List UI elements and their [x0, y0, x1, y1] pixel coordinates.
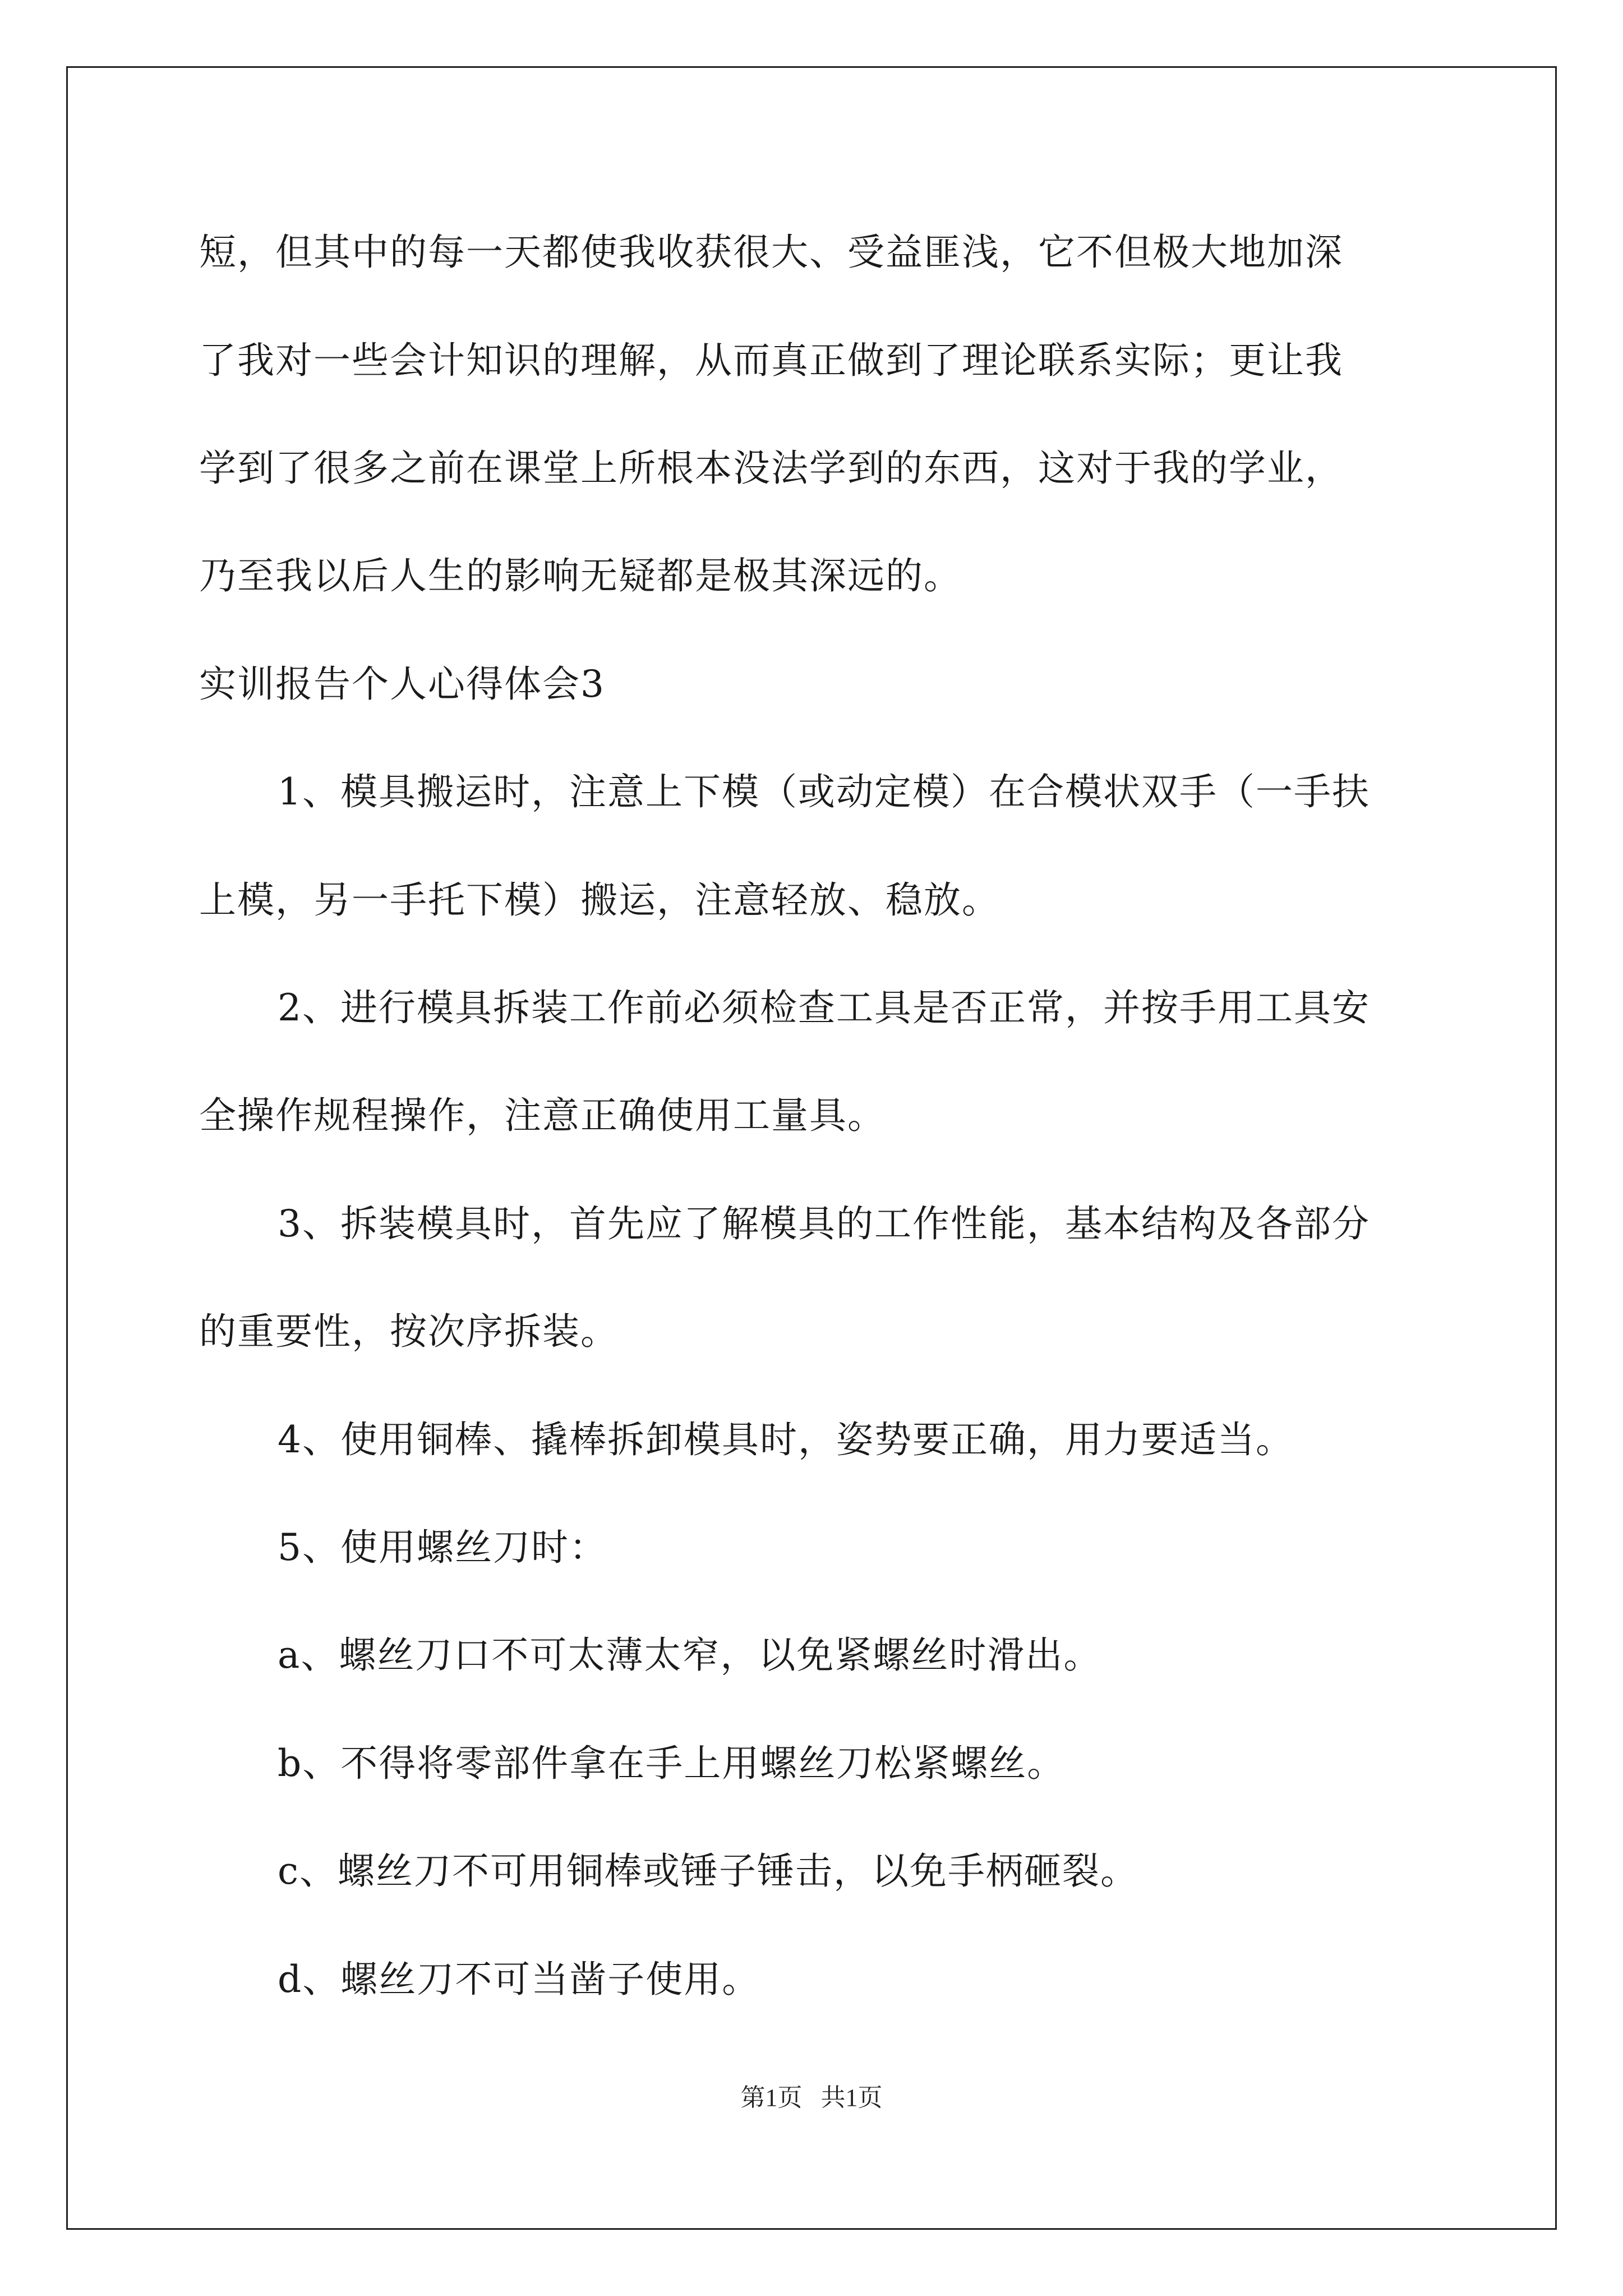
- list-item-line: 全操作规程操作，注意正确使用工量具。: [199, 1094, 886, 1137]
- list-item-line: 5、使用螺丝刀时：: [278, 1526, 607, 1569]
- section-heading: 实训报告个人心得体会3: [199, 662, 605, 706]
- paragraph-line: 了我对一些会计知识的理解，从而真正做到了理论联系实际；更让我: [199, 339, 1343, 382]
- list-item-line: 1、模具搬运时，注意上下模（或动定模）在合模状双手（一手扶: [278, 770, 1370, 813]
- list-item-line: 上模，另一手托下模）搬运，注意轻放、稳放。: [199, 878, 1000, 922]
- paragraph-line: 乃至我以后人生的影响无疑都是极其深远的。: [199, 554, 962, 597]
- sub-item-line: d、螺丝刀不可当凿子使用。: [278, 1958, 760, 2001]
- list-item-line: 2、进行模具拆装工作前必须检查工具是否正常，并按手用工具安: [278, 986, 1370, 1029]
- page-border: [66, 66, 1557, 2230]
- list-item-line: 的重要性，按次序拆装。: [199, 1310, 619, 1353]
- paragraph-line: 学到了很多之前在课堂上所根本没法学到的东西，这对于我的学业，: [199, 447, 1343, 490]
- sub-item-line: a、螺丝刀口不可太薄太窄，以免紧螺丝时滑出。: [278, 1634, 1102, 1677]
- list-item-line: 3、拆装模具时，首先应了解模具的工作性能，基本结构及各部分: [278, 1202, 1370, 1245]
- page-number-footer: 第1页 共1页: [740, 2084, 883, 2111]
- sub-item-line: c、螺丝刀不可用铜棒或锤子锤击，以免手柄砸裂。: [278, 1849, 1138, 1893]
- paragraph-line: 短，但其中的每一天都使我收获很大、受益匪浅，它不但极大地加深: [199, 231, 1343, 274]
- list-item-line: 4、使用铜棒、撬棒拆卸模具时，姿势要正确，用力要适当。: [278, 1418, 1294, 1461]
- sub-item-line: b、不得将零部件拿在手上用螺丝刀松紧螺丝。: [278, 1742, 1066, 1785]
